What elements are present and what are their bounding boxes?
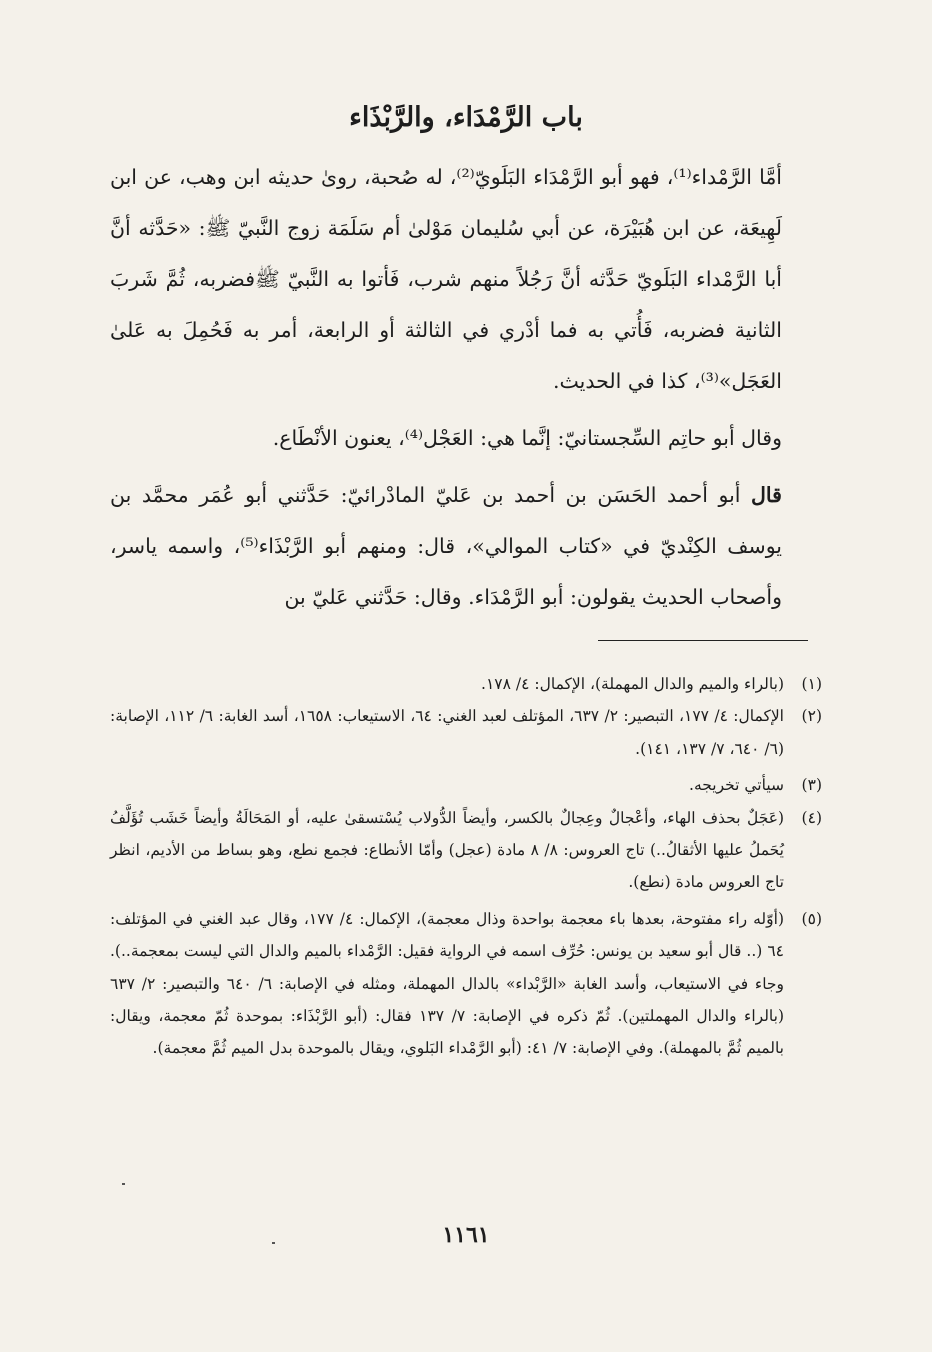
paragraph-3-text: أبو أحمد الحَسَن بن أحمد بن عَليّ المادْرائيّ: حَدَّثني أبو عُمَر محمَّد بن يوسف الكِنْديّ في «كتاب الموالي»، قال: ومنهم أبو الرَّبْذَاء⁽⁵⁾، واسمه ياسر، وأصحاب الحديث يقولون: أبو الرَّمْدَاء. وقال: حَدَّثني عَليّ بن (110, 483, 782, 609)
scan-speck (122, 1183, 125, 1185)
footnote-separator (598, 640, 808, 641)
footnote-number: (٣) (801, 776, 822, 795)
footnote-1 (110, 668, 822, 700)
footnote-number: (٤) (801, 808, 822, 827)
footnotes (110, 668, 822, 1065)
footnote-3 (110, 769, 822, 801)
paragraph-3 (110, 470, 822, 623)
footnote-text: (بالراء والميم والدال المهملة)، الإكمال: ٤/ ١٧٨. (481, 675, 784, 693)
main-text (110, 152, 822, 623)
chapter-title: باب الرَّمْدَاء، والرَّبْذَاء (349, 102, 583, 133)
footnote-number: (١) (801, 675, 822, 693)
footnote-5 (110, 903, 822, 1065)
footnote-2 (110, 700, 822, 765)
page-number: ١١٦١ (442, 1222, 490, 1248)
footnote-text: (عَجَلٌ بحذف الهاء، وأعْجالٌ وعِجالٌ بالكسر، وأيضاً الدُّولاب يُسْتسقىٰ عليه، أو المَحَالَةُ وأيضاً خَشَب تُؤَلَّفُ يُحَملُ عليها الأثقالُ..) تاج العروس: ٨/ ٨ مادة (عجل) وأمّا الأنطاع: فجمع نطع، وهو بساط من الأديم، انظر تاج العروس مادة (نطع). (110, 808, 784, 892)
paragraph-1: أمَّا الرَّمْداء⁽¹⁾، فهو أبو الرَّمْدَاء البَلَويّ⁽²⁾، له صُحبة، روىٰ حديثه ابن وهب، عن ابن لَهِيعَة، عن ابن هُبَيْرَة، عن أبي سُليمان مَوْلىٰ أم سَلَمَة زوج النَّبيّ ﷺ: «حَدَّثه أنَّ أبا الرَّمْداء البَلَويّ حَدَّثه أنَّ رَجُلاً منهم شرب، فَأتوا به النَّبيّ ﷺفضربه، ثُمَّ شَربَ الثانية فضربه، فَأُتي به فما أدْري في الثالثة أو الرابعة، أمر به فَحُمِلَ به عَلىٰ العَجَل»⁽³⁾، كذا في الحديث. (110, 165, 782, 393)
footnote-number: (٥) (801, 909, 822, 928)
footnote-text: سيأتي تخريجه. (689, 776, 784, 795)
footnote-4 (110, 802, 822, 899)
footnote-number: (٢) (801, 707, 822, 726)
paragraph-3-lead: قال (751, 483, 782, 507)
scan-speck (272, 1242, 275, 1244)
footnote-text: الإكمال: ٤/ ١٧٧، التبصير: ٢/ ٦٣٧، المؤتلف لعبد الغني: ٦٤، الاستيعاب: ١٦٥٨، أسد الغابة: ٦/ ١١٢، الإصابة: (٦/ ٦٤٠، ٧/ ١٣٧، ١٤١). (110, 707, 784, 758)
footnote-text: (أوّله راء مفتوحة، بعدها باء معجمة بواحدة وذال معجمة)، الإكمال: ٤/ ١٧٧، وقال عبد الغني في المؤتلف: ٦٤ (.. قال أبو سعيد بن يونس: حُرِّف اسمه في الرواية فقيل: الرَّمْداء بالميم والدال التي ليست بمعجمة..). وجاء في الاستيعاب، وأسد الغابة «الرَّبْداء» بالدال المهملة، ومثله في الإصابة: ٦/ ٦٤٠ والتبصير: ٢/ ٦٣٧ (بالراء والدال المهملتين). ثُمّ ذكره في الإصابة: ٧/ ١٣٧ فقال: (أبو الرَّبْذَاء: بموحدة ثُمّ معجمة، ويقال: بالميم ثُمَّ بالمهملة). وفي الإصابة: ٧/ ٤١: (أبو الرَّمْداء البَلوي، ويقال بالموحدة بدل الميم ثُمَّ معجمة). (110, 909, 785, 1058)
paragraph-2: وقال أبو حاتِم السِّجستانيّ: إنَّما هي: العَجْل⁽⁴⁾، يعنون الأنْطَاع. (272, 426, 782, 450)
